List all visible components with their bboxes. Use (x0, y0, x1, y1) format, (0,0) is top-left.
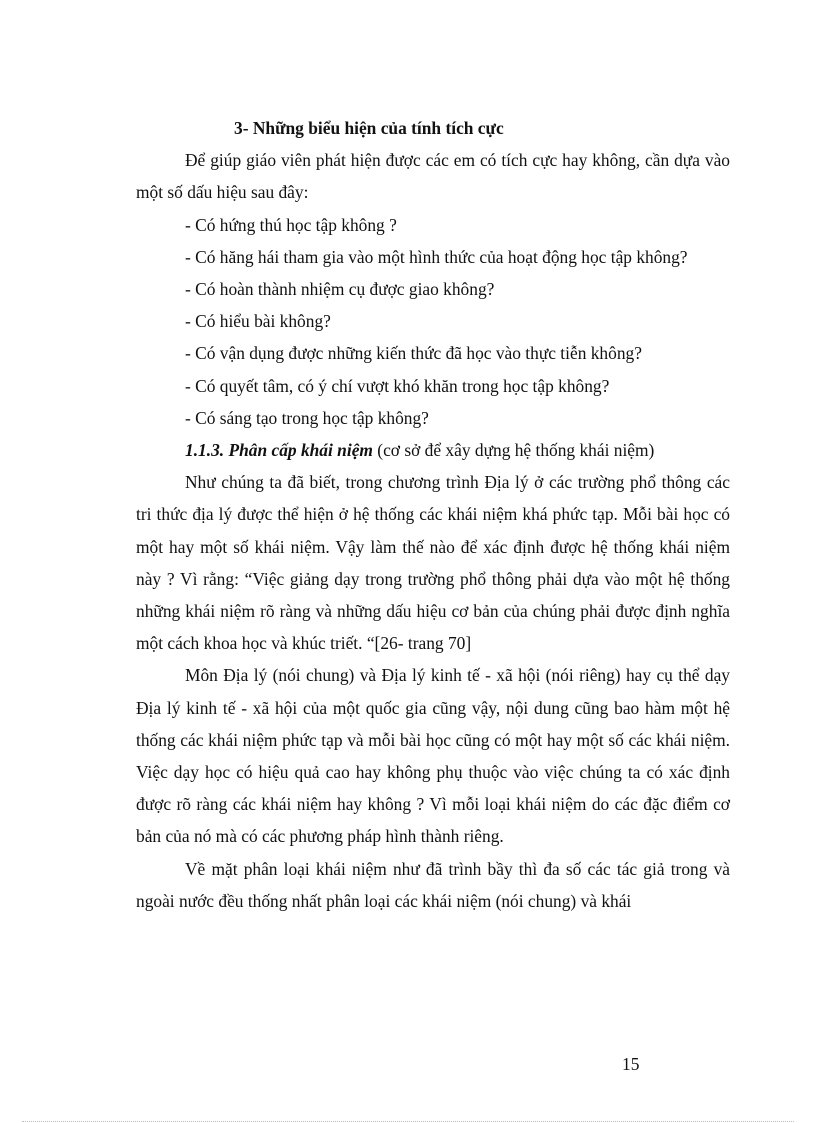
bullet-item-creativity: - Có sáng tạo trong học tập không? (185, 407, 429, 428)
subsection-title: 1.1.3. Phân cấp khái niệm (185, 440, 373, 461)
bullet-item-understanding: - Có hiểu bài không? (185, 311, 331, 332)
section-heading: 3- Những biểu hiện của tính tích cực (234, 118, 504, 138)
body-paragraph-3: Về mặt phân loại khái niệm như đã trình bầy thì đa số các tác giả trong và ngoài nước đều thống nhất phân loại các khái niệm (nói chung) và khái (136, 858, 730, 911)
bullet-item-interest: - Có hứng thú học tập không ? (185, 214, 397, 235)
body-paragraph-2: Môn Địa lý (nói chung) và Địa lý kinh tế - xã hội (nói riêng) hay cụ thể dạy Địa lý kinh tế - xã hội của một quốc gia cũng vậy, nội dung cũng bao hàm một hệ thống các khái niệm phức tạp và mỗi bài học cũng có một hay một số các khái niệm. Việc dạy học có hiệu quả cao hay không phụ thuộc vào việc chúng ta có xác định được rõ ràng các khái niệm hay không ? Vì mỗi loại khái niệm do các đặc điểm cơ bản của nó mà có các phương pháp hình thành riêng. (136, 665, 730, 847)
intro-paragraph: Để giúp giáo viên phát hiện được các em có tích cực hay không, cần dựa vào một số dấu hiệu sau đây: (136, 150, 730, 203)
page-bottom-divider (22, 1121, 794, 1122)
subsection-note: (cơ sở để xây dựng hệ thống khái niệm) (377, 440, 655, 461)
bullet-item-determination: - Có quyết tâm, có ý chí vượt khó khăn trong học tập không? (185, 375, 610, 396)
bullet-item-task-completion: - Có hoàn thành nhiệm cụ được giao không? (185, 279, 495, 300)
page-body (136, 112, 730, 917)
page-number: 15 (622, 1054, 640, 1074)
bullet-item-application: - Có vận dụng được những kiến thức đã học vào thực tiễn không? (185, 343, 642, 364)
body-paragraph-1: Như chúng ta đã biết, trong chương trình Địa lý ở các trường phổ thông các tri thức địa lý được thể hiện ở hệ thống các khái niệm khá phức tạp. Mỗi bài học có một hay một số khái niệm. Vậy làm thế nào để xác định được hệ thống khái niệm này ? Vì rằng: “Việc giảng dạy trong trường phổ thông phải dựa vào một hệ thống những khái niệm rõ ràng và những dấu hiệu cơ bản của chúng phải được định nghĩa một cách khoa học và khúc triết. “[26- trang 70] (136, 472, 730, 654)
subsection-heading (136, 434, 730, 466)
bullet-item-participation: - Có hăng hái tham gia vào một hình thức của hoạt động học tập không? (185, 246, 688, 267)
